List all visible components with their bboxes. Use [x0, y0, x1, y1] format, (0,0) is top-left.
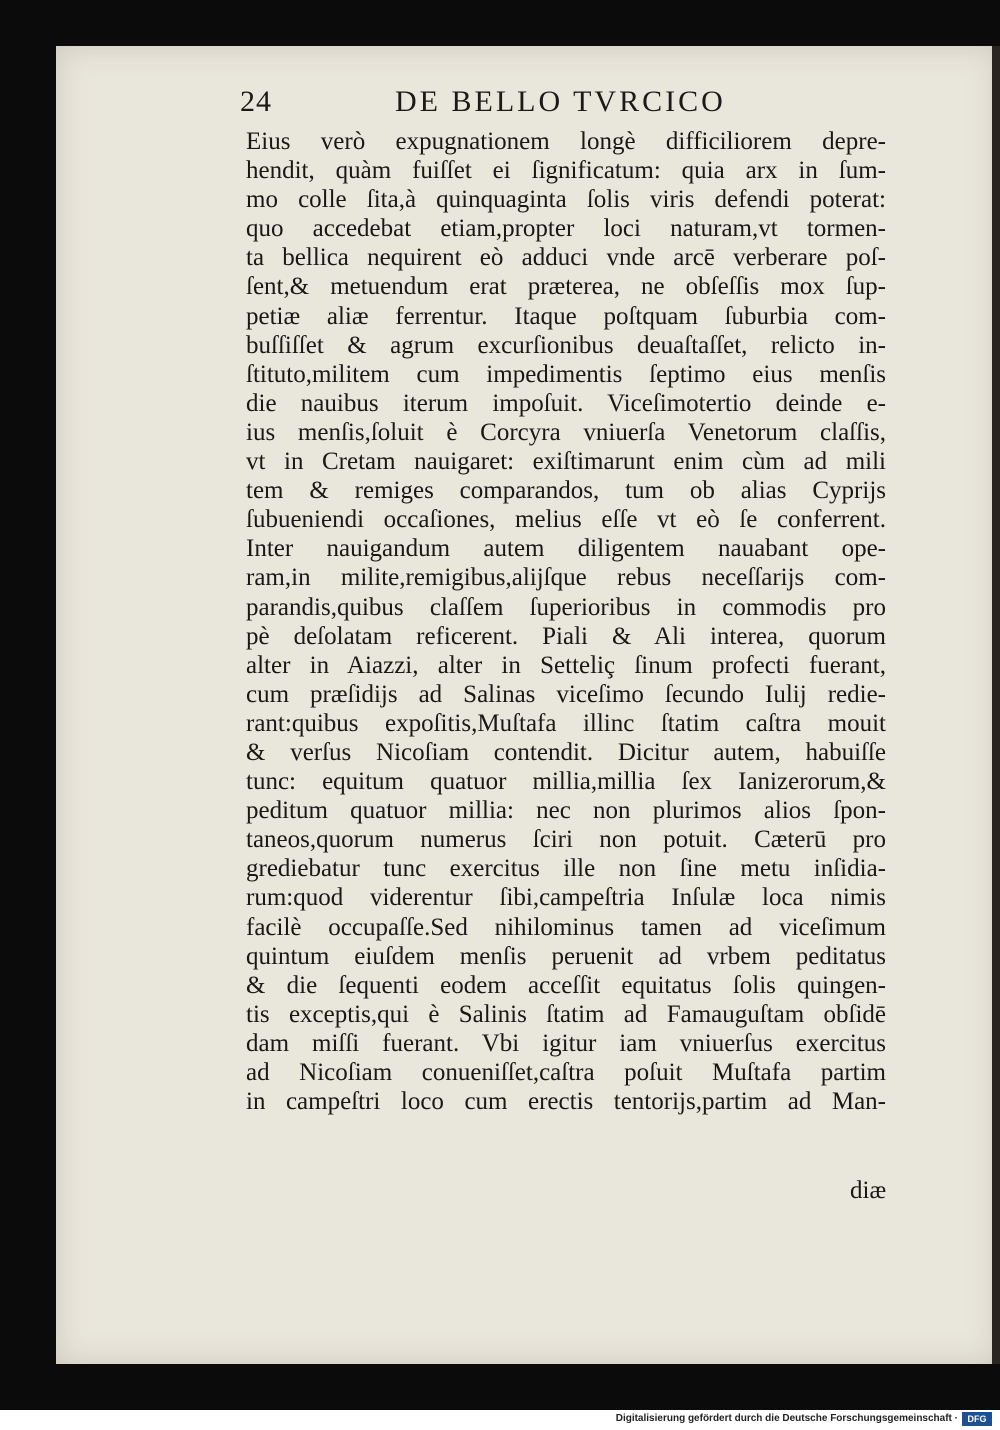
text-line: die nauibus iterum impoſuit. Viceſimotertio deinde e-: [246, 389, 886, 417]
text-line: petiæ aliæ ferrentur. Itaque poſtquam ſuburbia com-: [246, 302, 886, 330]
text-line: mo colle ſita,à quinquaginta ſolis viris defendi poterat:: [246, 186, 886, 214]
text-line: ta bellica nequirent eò adduci vnde arcē verberare poſ-: [246, 244, 886, 272]
text-line: taneos,quorum numerus ſciri non potuit. Cæterū pro: [246, 826, 886, 854]
text-line: in campeſtri loco cum erectis tentorijs,partim ad Man-: [246, 1088, 886, 1116]
text-line: tunc: equitum quatuor millia,millia ſex Ianizerorum,&: [246, 768, 886, 796]
text-line: parandis,quibus claſſem ſuperioribus in commodis pro: [246, 593, 886, 621]
page-header: [240, 85, 740, 125]
text-line: quo accedebat etiam,propter loci naturam,vt tormen-: [246, 215, 886, 243]
text-line: buſſiſſet & agrum excurſionibus deuaſtaſſet, relicto in-: [246, 331, 886, 359]
page-number: 24: [240, 85, 272, 118]
text-line: rant:quibus expoſitis,Muſtafa illinc ſtatim caſtra mouit: [246, 709, 886, 737]
text-line: ius menſis,ſoluit è Corcyra vniuerſa Venetorum claſſis,: [246, 418, 886, 446]
text-line: vt in Cretam nauigaret: exiſtimarunt enim cùm ad mili: [246, 448, 886, 476]
text-line: alter in Aiazzi, alter in Setteliç ſinum profecti fuerant,: [246, 651, 886, 679]
text-line: peditum quatuor millia: nec non plurimos alios ſpon-: [246, 797, 886, 825]
text-line: hendit, quàm fuiſſet ei ſignificatum: quia arx in ſum-: [246, 157, 886, 185]
text-line: Eius verò expugnationem longè difficiliorem depre-: [246, 128, 886, 155]
funding-credit: Digitalisierung gefördert durch die Deutsche Forschungsgemeinschaft ·: [615, 1413, 958, 1424]
text-line: & verſus Nicoſiam contendit. Dicitur autem, habuiſſe: [246, 738, 886, 766]
text-line: ſubueniendi occaſiones, melius eſſe vt eò ſe conferrent.: [246, 506, 886, 534]
text-line: ſtituto,militem cum impedimentis ſeptimo eius menſis: [246, 360, 886, 388]
text-line: ram,in milite,remigibus,alijſque rebus neceſſarijs com-: [246, 564, 886, 592]
text-line: rum:quod viderentur ſibi,campeſtria Inſulæ loca nimis: [246, 884, 886, 912]
text-line: Inter nauigandum autem diligentem nauabant ope-: [246, 535, 886, 563]
text-line: grediebatur tunc exercitus ille non ſine metu inſidia-: [246, 855, 886, 883]
text-line: quintum eiuſdem menſis peruenit ad vrbem peditatus: [246, 942, 886, 970]
text-line: tem & remiges comparandos, tum ob alias Cyprijs: [246, 477, 886, 505]
text-line: ſent,& metuendum erat præterea, ne obſeſſis mox ſup-: [246, 273, 886, 301]
running-title: DE BELLO TVRCICO: [395, 85, 726, 118]
text-line: & die ſequenti eodem acceſſit equitatus ſolis quingen-: [246, 971, 886, 999]
text-line: ad Nicoſiam conueniſſet,caſtra poſuit Muſtafa partim: [246, 1059, 886, 1086]
dfg-logo-icon: DFG: [962, 1412, 992, 1426]
text-line: cum præſidijs ad Salinas viceſimo ſecundo Iulij redie-: [246, 680, 886, 708]
text-line: dam miſſi fuerant. Vbi igitur iam vniuerſus exercitus: [246, 1029, 886, 1057]
text-line: pè deſolatam reficerent. Piali & Ali interea, quorum: [246, 622, 886, 650]
page-edge: [992, 46, 1000, 1364]
catchword: diæ: [850, 1177, 887, 1204]
text-line: facilè occupaſſe.Sed nihilominus tamen ad viceſimum: [246, 913, 886, 941]
text-line: tis exceptis,qui è Salinis ſtatim ad Famauguſtam obſidē: [246, 1000, 886, 1028]
body-text: [246, 127, 886, 1116]
